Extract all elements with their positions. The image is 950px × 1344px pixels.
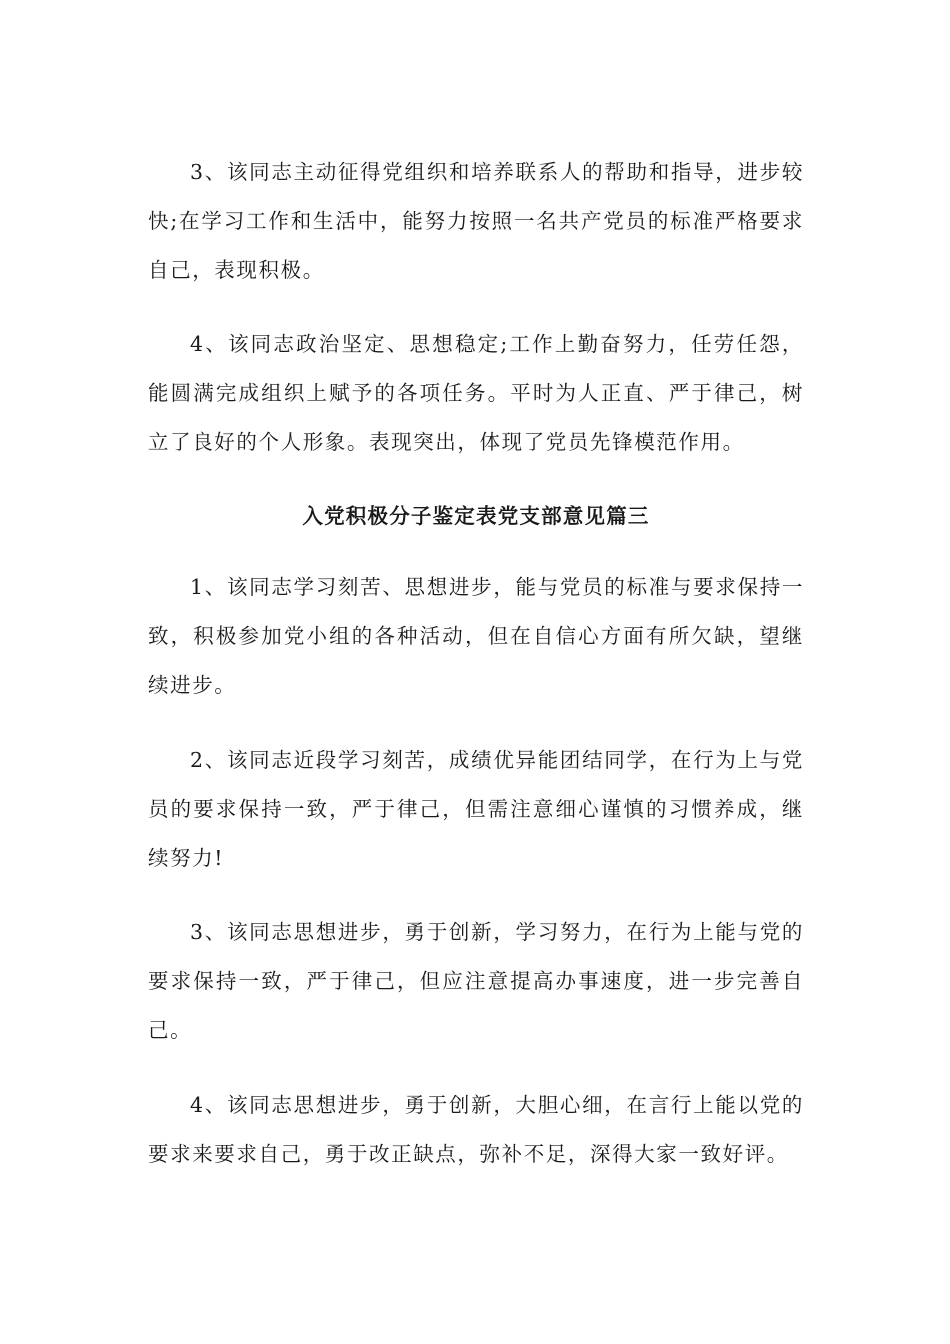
paragraph-item-3: 3、该同志主动征得党组织和培养联系人的帮助和指导，进步较快;在学习工作和生活中，能努力按照一名共产党员的标准严格要求自己，表现积极。 [148, 160, 804, 282]
section-heading: 入党积极分子鉴定表党支部意见篇三 [302, 504, 650, 528]
opinion-item-3: 3、该同志思想进步，勇于创新，学习努力，在行为上能与党的要求保持一致，严于律己，但应注意提高办事速度，进一步完善自己。 [148, 920, 804, 1042]
opinion-item-4: 4、该同志思想进步，勇于创新，大胆心细，在言行上能以党的要求来要求自己，勇于改正缺点，弥补不足，深得大家一致好评。 [148, 1093, 804, 1166]
paragraph-item-4: 4、该同志政治坚定、思想稳定;工作上勤奋努力，任劳任怨，能圆满完成组织上赋予的各项任务。平时为人正直、严于律己，树立了良好的个人形象。表现突出，体现了党员先锋模范作用。 [148, 332, 804, 454]
opinion-item-2: 2、该同志近段学习刻苦，成绩优异能团结同学，在行为上与党员的要求保持一致，严于律己，但需注意细心谨慎的习惯养成，继续努力! [148, 748, 804, 870]
opinion-item-1: 1、该同志学习刻苦、思想进步，能与党员的标准与要求保持一致，积极参加党小组的各种活动，但在自信心方面有所欠缺，望继续进步。 [148, 575, 804, 697]
